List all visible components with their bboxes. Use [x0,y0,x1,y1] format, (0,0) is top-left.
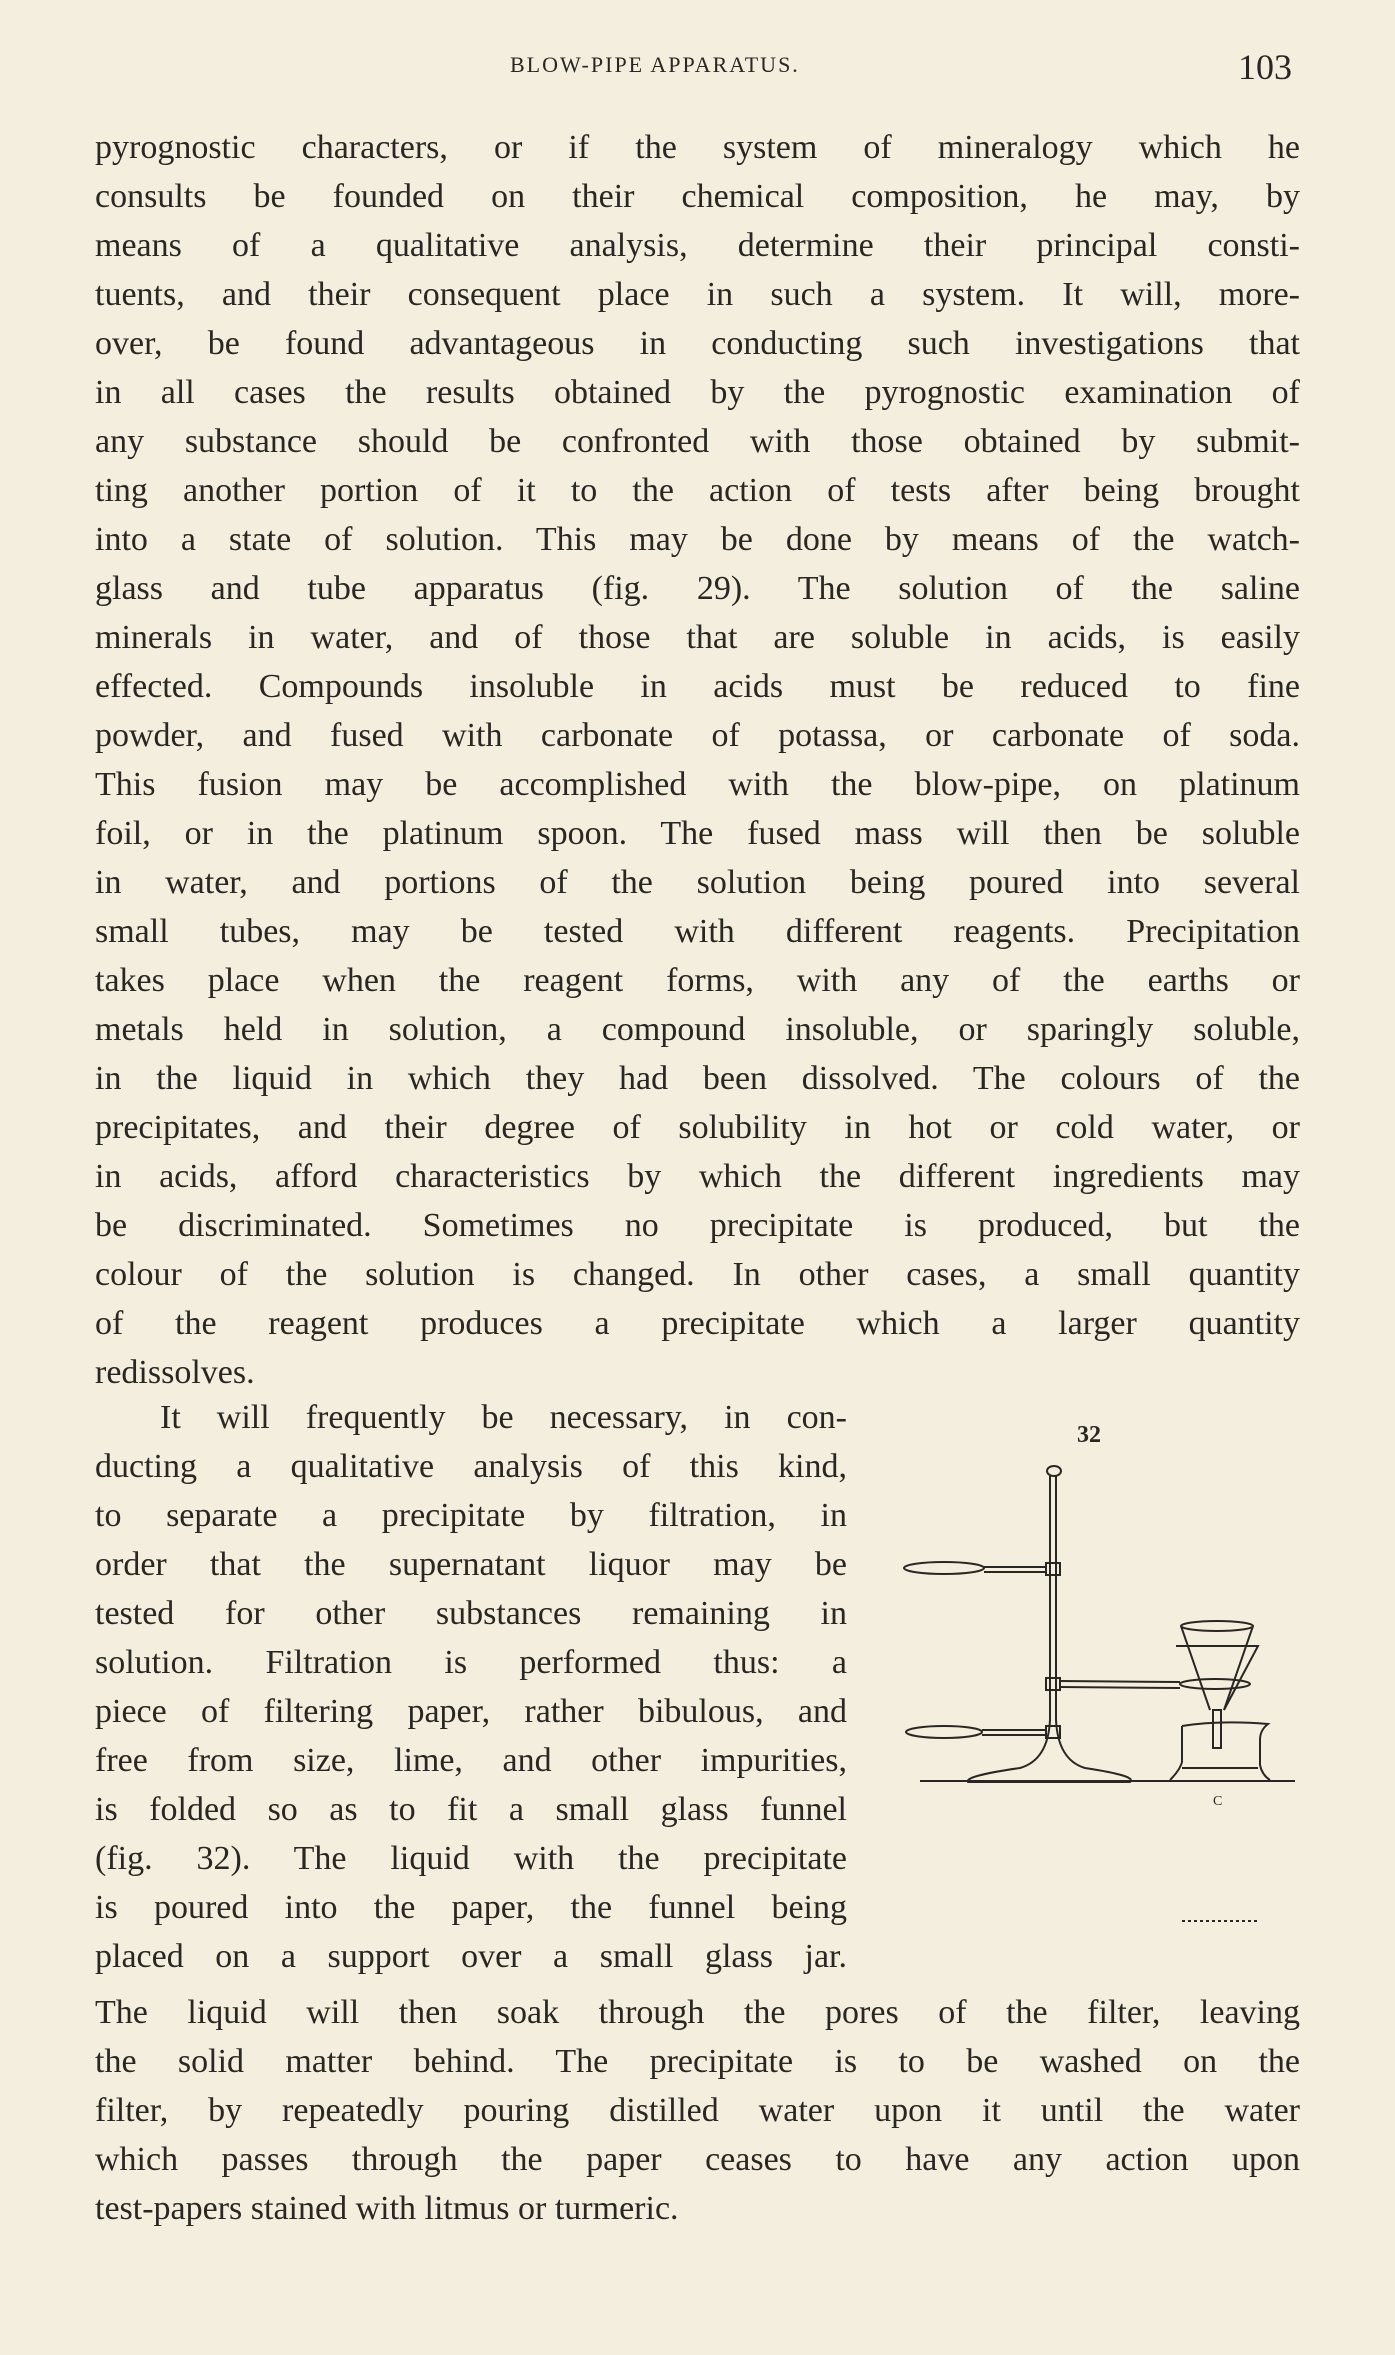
text-line: ting another portion of it to the action of tests after being brought [95,472,1300,509]
paragraph-2-continued [95,1988,1300,2233]
text-line: in all cases the results obtained by the pyrognostic examination of [95,374,1300,411]
text-line: of the reagent produces a precipitate which a larger quantity [95,1305,1300,1342]
page-number: 103 [1238,47,1292,87]
text-line: is folded so as to fit a small glass funnel [95,1791,847,1828]
text-line: piece of filtering paper, rather bibulous, and [95,1693,847,1730]
text-line: over, be found advantageous in conducting such investigations that [95,325,1300,362]
text-line: foil, or in the platinum spoon. The fused mass will then be soluble [95,815,1300,852]
page-header [0,48,1395,88]
text-line: which passes through the paper ceases to have any action upon [95,2141,1300,2178]
text-line: minerals in water, and of those that are soluble in acids, is easily [95,619,1300,656]
text-line: is poured into the paper, the funnel being [95,1889,847,1926]
text-line: precipitates, and their degree of solubility in hot or cold water, or [95,1109,1300,1146]
text-line: The liquid will then soak through the pores of the filter, leaving [95,1994,1300,2031]
text-line: filter, by repeatedly pouring distilled water upon it until the water [95,2092,1300,2129]
text-line: metals held in solution, a compound insoluble, or sparingly soluble, [95,1011,1300,1048]
running-title: BLOW-PIPE APPARATUS. [510,52,800,77]
glass-jar [1170,1722,1270,1921]
text-line: glass and tube apparatus (fig. 29). The solution of the saline [95,570,1300,607]
text-line: consults be founded on their chemical composition, he may, by [95,178,1300,215]
text-line: (fig. 32). The liquid with the precipitate [95,1840,847,1877]
text-line: ducting a qualitative analysis of this kind, [95,1448,847,1485]
paragraph-2-narrow [95,1393,847,1981]
text-line: in the liquid in which they had been dissolved. The colours of the [95,1060,1300,1097]
retort-stand [904,1466,1295,1782]
text-line: the solid matter behind. The precipitate is to be washed on the [95,2043,1300,2080]
text-line: means of a qualitative analysis, determine their principal consti- [95,227,1300,264]
jar-label: C [1213,1794,1223,1809]
text-line: any substance should be confronted with those obtained by submit- [95,423,1300,460]
figure-number: 32 [1077,1422,1101,1448]
text-line: in acids, afford characteristics by which the different ingredients may [95,1158,1300,1195]
paragraph-1 [95,123,1300,1397]
text-line: to separate a precipitate by filtration, in [95,1497,847,1534]
text-line: test-papers stained with litmus or turmeric. [95,2190,679,2227]
text-line: into a state of solution. This may be done by means of the watch- [95,521,1300,558]
text-line: pyrognostic characters, or if the system of mineralogy which he [95,129,1300,166]
text-line: in water, and portions of the solution being poured into several [95,864,1300,901]
text-line: order that the supernatant liquor may be [95,1546,847,1583]
text-line: powder, and fused with carbonate of potassa, or carbonate of soda. [95,717,1300,754]
text-line: This fusion may be accomplished with the blow-pipe, on platinum [95,766,1300,803]
text-line: effected. Compounds insoluble in acids must be reduced to fine [95,668,1300,705]
funnel [1176,1621,1258,1748]
text-line: redissolves. [95,1354,255,1391]
text-line: tuents, and their consequent place in such a system. It will, more- [95,276,1300,313]
figure-32-filtration-apparatus [880,1390,1330,1970]
text-line: tested for other substances remaining in [95,1595,847,1632]
text-line: be discriminated. Sometimes no precipitate is produced, but the [95,1207,1300,1244]
text-line: placed on a support over a small glass jar. [95,1938,847,1975]
text-line: colour of the solution is changed. In other cases, a small quantity [95,1256,1300,1293]
text-line: It will frequently be necessary, in con- [160,1399,847,1436]
text-line: solution. Filtration is performed thus: a [95,1644,847,1681]
text-line: free from size, lime, and other impurities, [95,1742,847,1779]
text-line: takes place when the reagent forms, with any of the earths or [95,962,1300,999]
text-line: small tubes, may be tested with different reagents. Precipitation [95,913,1300,950]
